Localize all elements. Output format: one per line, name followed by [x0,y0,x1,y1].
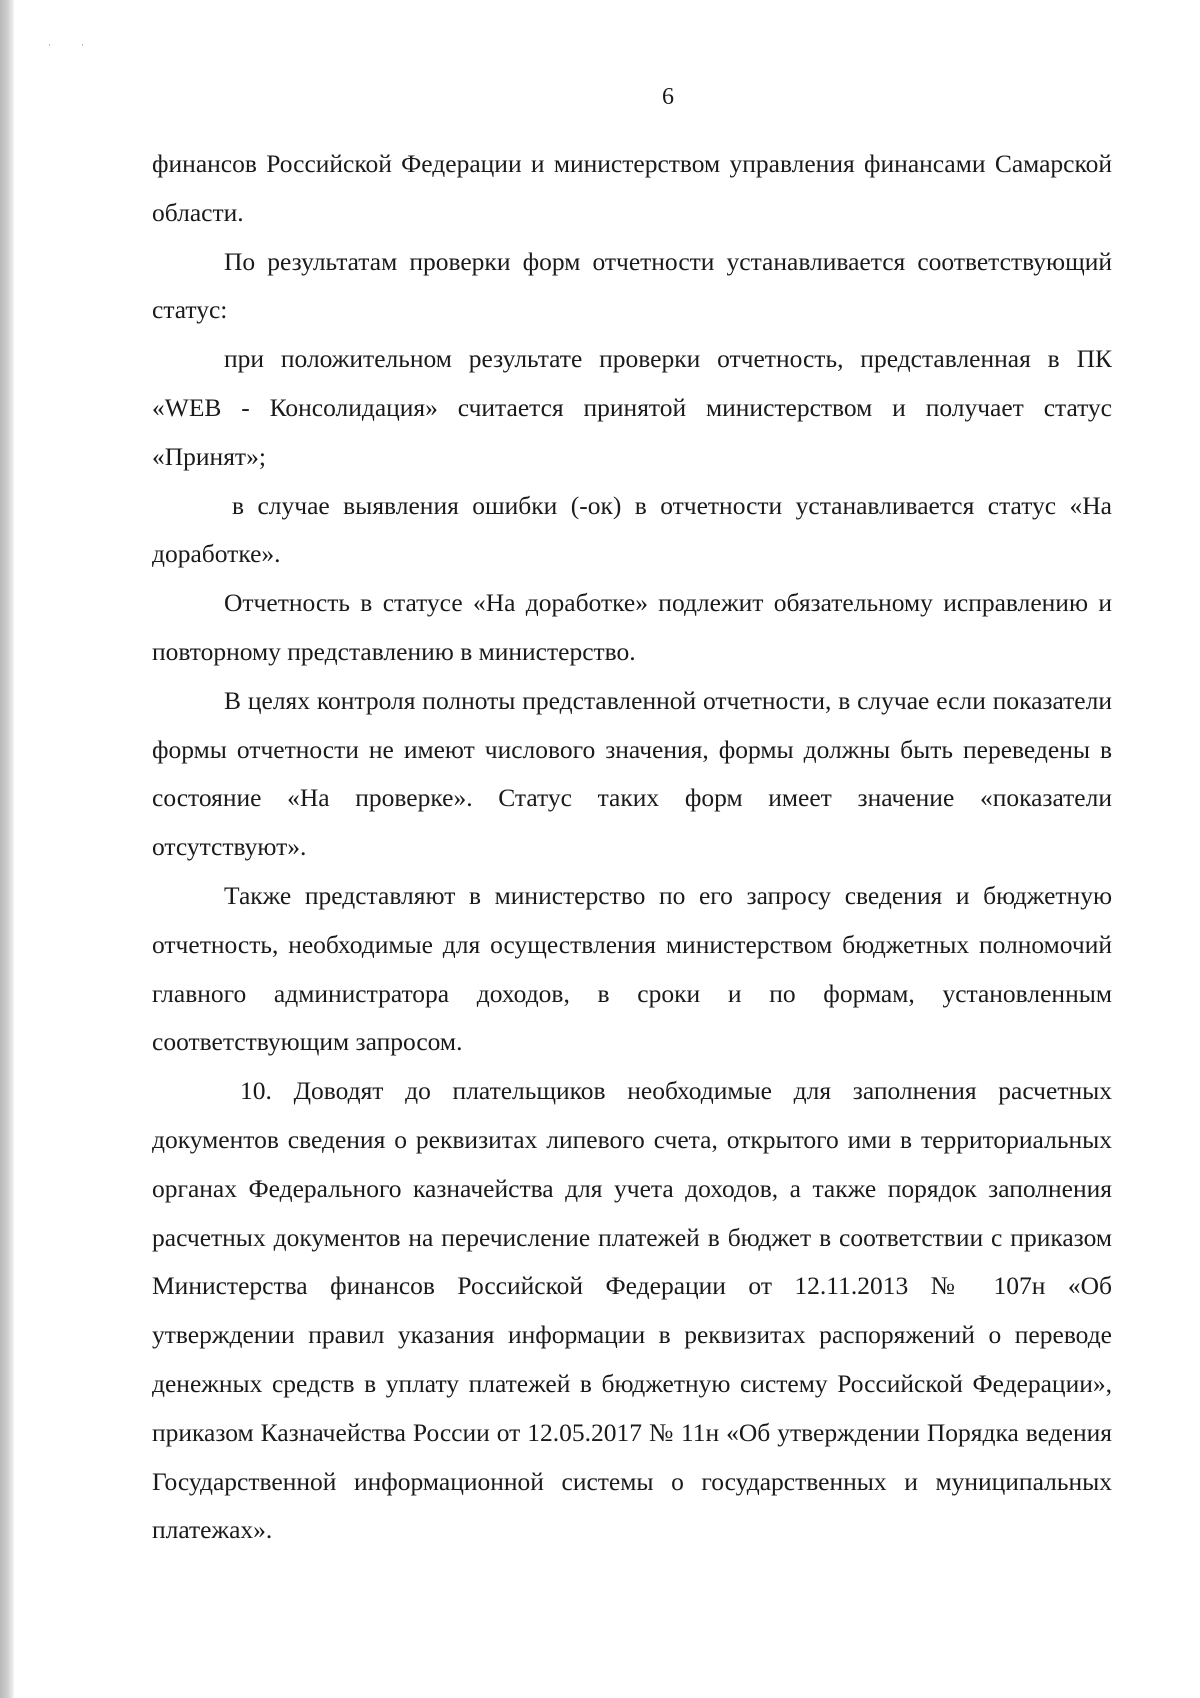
paragraph-completeness-control: В целях контроля полноты представленной отчетности, в случае если показатели формы отчетности не имеют числового значения, формы должны быть переведены в состояние «На проверке». Статус таких форм имеет значение «показатели отсутствуют». [152,685,1112,862]
scan-specks: ·· [48,40,114,50]
paragraph-continuation: финансов Российской Федерации и министерством управления финансами Самарской области. [152,149,1112,227]
paragraph-requested-reporting: Также представляют в министерство по его запросу сведения и бюджетную отчетность, необходимые для осуществления министерством бюджетных полномочий главного администратора доходов, в сроки и по формам, установленным соответствующим запросом. [152,880,1112,1057]
page-number: 6 [662,84,674,110]
scan-edge-shadow [0,0,14,1698]
paragraph-status-revision: в случае выявления ошибки (-ок) в отчетности устанавливается статус «На доработке». [152,490,1112,569]
paragraph-item-10: 10. Доводят до плательщиков необходимые для заполнения расчетных документов сведения о реквизитах липевого счета, открытого ими в территориальных органах Федерального казначейства для учета доходов, а также порядок заполнения расчетных документов на перечисление платежей в бюджет в соответствии с приказом Министерства финансов Российской Федерации от 12.11.2013 № 107н «Об утверждении правил указания информации в реквизитах распоряжений о переводе денежных средств в уплату платежей в бюджетную систему Российской Федерации», приказом Казначейства России от 12.05.2017 № 11н «Об утверждении Порядка ведения Государственной информационной системы о государственных и муниципальных платежах». [152,1076,1112,1545]
paragraph-status-intro: По результатам проверки форм отчетности устанавливается соответствующий статус: [152,246,1112,325]
document-body [152,140,1112,1555]
paragraph-revision-obligation: Отчетность в статусе «На доработке» подлежит обязательному исправлению и повторному представлению в министерство. [152,588,1112,666]
paragraph-status-accepted: при положительном результате проверки отчетность, представленная в ПК «WEB - Консолидация» считается принятой министерством и получает статус «Принят»; [152,344,1112,471]
